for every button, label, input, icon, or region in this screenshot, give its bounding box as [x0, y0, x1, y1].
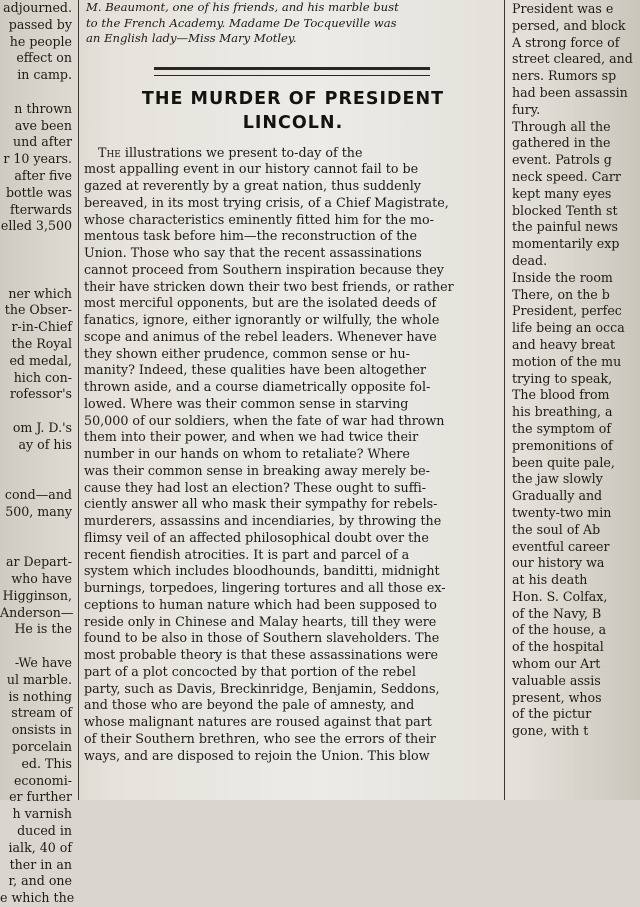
text-line: twenty-two min [512, 504, 612, 520]
text-line: dead. [512, 252, 548, 268]
top-note-line: M. Beaumont, one of his friends, and his marble bust [86, 0, 399, 14]
text-line: kept many eyes [512, 185, 612, 201]
main-article [84, 0, 502, 800]
text-line: had been assassin [512, 84, 628, 100]
text-line: the Royal [11, 335, 72, 351]
text-line: burnings, torpedoes, lingering tortures and all those ex- [84, 580, 446, 595]
top-note-line: to the French Academy. Madame De Tocqueville was [86, 15, 397, 30]
text-line: flimsy veil of an affected philosophical doubt over the [84, 529, 429, 545]
text-line: our history wa [512, 555, 605, 571]
article-lines [84, 161, 502, 764]
left-column-text [0, 0, 74, 907]
text-line: ar Depart- [6, 554, 72, 570]
text-line: number in our hands on whom to retaliate? Where [84, 446, 410, 461]
text-line: gone, with t [512, 723, 589, 739]
text-line: He is the [14, 621, 72, 637]
text-line: event. Patrols g [512, 152, 612, 168]
text-line: gathered in the [512, 135, 611, 151]
text-line: Through all the [512, 118, 611, 134]
text-line: om J. D.'s [12, 419, 72, 435]
text-line: is nothing [8, 688, 72, 704]
text-line: cond—and [4, 487, 72, 503]
text-line: ave been [14, 117, 72, 133]
text-line: e which the [0, 890, 75, 906]
text-line: of the pictur [512, 706, 592, 722]
text-line [0, 403, 74, 420]
text-line: valuable assis [512, 672, 601, 688]
text-line: the soul of Ab [512, 521, 601, 537]
text-line: party, such as Davis, Breckinridge, Benjamin, Seddons, [84, 680, 440, 696]
article-headline [84, 87, 502, 135]
left-column [0, 0, 75, 906]
text-line: murderers, assassins and incendiaries, by throwing the [84, 513, 442, 528]
text-line: ther in an [9, 856, 72, 872]
text-line: Union. Those who say that the recent assassinations [84, 245, 422, 260]
text-line: Higginson, [2, 587, 72, 603]
text-line [0, 252, 74, 269]
text-line: persed, and block [512, 17, 626, 33]
text-line: whose malignant natures are roused against that part [84, 714, 432, 729]
text-line: adjourned. [3, 0, 72, 15]
text-line [0, 84, 74, 101]
text-line: ay of his [18, 436, 72, 452]
text-line: n thrown [14, 100, 72, 116]
text-line: most merciful opponents, but are the isolated deeds of [84, 295, 437, 311]
text-line: thrown aside, and a course diametrically opposite fol- [84, 379, 431, 394]
text-line: street cleared, and [512, 51, 633, 67]
text-line: r-in-Chief [11, 319, 72, 335]
column-rule-right [504, 0, 505, 800]
text-line: and heavy breat [512, 336, 616, 352]
text-line: life being an occa [512, 320, 625, 336]
text-line: rofessor's [9, 386, 72, 402]
text-line: porcelain [12, 739, 72, 755]
text-line: most appalling event in our history cannot fail to be [84, 161, 419, 177]
text-line: scope and animus of the rebel leaders. Whenever have [84, 328, 437, 344]
top-note [84, 0, 502, 47]
text-line: premonitions of [512, 437, 613, 453]
text-line: onsists in [11, 722, 72, 738]
text-line: at his death [512, 572, 588, 588]
text-line: was their common sense in breaking away merely be- [84, 462, 430, 478]
text-line: eventful career [512, 538, 610, 554]
text-line: present, whos [512, 689, 602, 705]
text-line: fury. [512, 101, 541, 117]
text-line: found to be also in those of Southern slaveholders. The [84, 630, 440, 646]
right-column [508, 0, 640, 800]
text-line: ul marble. [6, 671, 72, 687]
text-line: recent fiendish atrocities. It is part and parcel of a [84, 546, 410, 562]
text-line: of the Navy, B [512, 605, 602, 621]
text-line: 500, many [5, 503, 72, 519]
text-line: momentarily exp [512, 236, 620, 252]
text-line: of the house, a [512, 622, 607, 638]
text-line: most probable theory is that these assassinations were [84, 647, 439, 662]
text-line: bottle was [5, 184, 72, 200]
text-line: motion of the mu [512, 353, 622, 369]
text-line: they shown either prudence, common sense or hu- [84, 345, 410, 361]
text-line: gazed at reverently by a great nation, thus suddenly [84, 178, 421, 193]
text-line: The blood from [512, 387, 610, 403]
text-line: whom our Art [512, 656, 601, 672]
right-column-text [508, 0, 640, 740]
text-line: ed. This [21, 755, 72, 771]
text-line: A strong force of [512, 34, 620, 50]
text-line: in camp. [17, 67, 72, 83]
article-body [84, 145, 502, 765]
article-first-line-rest: illustrations we present to-day of the [120, 144, 363, 160]
headline-rule [154, 67, 430, 76]
text-line: ways, and are disposed to rejoin the Union. This blow [84, 747, 430, 763]
text-line: h varnish [12, 806, 72, 822]
text-line: ciently answer all who mask their sympathy for rebels- [84, 496, 438, 512]
text-line: trying to speak, [512, 370, 613, 386]
text-line: whose characteristics eminently fitted him for the mo- [84, 211, 434, 227]
text-line: part of a plot concocted by that portion of the rebel [84, 663, 416, 679]
top-note-line: an English lady—Miss Mary Motley. [86, 31, 297, 45]
text-line: fterwards [9, 201, 72, 217]
text-line: economi- [13, 772, 72, 788]
column-rule-left [78, 0, 79, 800]
text-line: the jaw slowly [512, 471, 603, 487]
text-line: und after [13, 134, 72, 150]
text-line: lowed. Where was their common sense in starving [84, 395, 409, 411]
text-line: ialk, 40 of [8, 839, 72, 855]
text-line: ceptions to human nature which had been supposed to [84, 596, 437, 612]
text-line: after five [14, 167, 72, 183]
text-line: effect on [16, 50, 72, 66]
text-line: Inside the room [512, 269, 613, 285]
text-line: fanatics, ignore, either ignorantly or wilfully, the whole [84, 312, 440, 327]
text-line: them into their power, and when we had twice their [84, 429, 419, 445]
text-line [0, 269, 74, 286]
text-line: 50,000 of our soldiers, when the fate of war had thrown [84, 412, 445, 428]
text-line: r, and one [8, 873, 72, 889]
text-line: ner which [8, 285, 72, 301]
text-line: bereaved, in its most trying crisis, of a Chief Magistrate, [84, 194, 449, 210]
text-line: the Obser- [4, 302, 72, 318]
text-line [0, 538, 74, 555]
text-line [0, 454, 74, 471]
text-line: Hon. S. Colfax, [512, 588, 608, 604]
text-line: Gradually and [512, 488, 603, 504]
text-line: blocked Tenth st [512, 202, 618, 218]
text-line: the symptom of [512, 420, 612, 436]
text-line: his breathing, a [512, 404, 613, 420]
text-line: There, on the b [512, 286, 610, 302]
text-line: manity? Indeed, these qualities have been altogether [84, 362, 427, 378]
text-line: he people [9, 33, 72, 49]
text-line: of the hospital [512, 639, 604, 655]
article-dropcap: The [98, 144, 121, 160]
text-line [0, 235, 74, 252]
text-line: President was e [512, 1, 614, 16]
text-line: elled 3,500 [0, 218, 72, 234]
text-line: cannot proceed from Southern inspiration because they [84, 261, 444, 277]
text-line: passed by [8, 16, 72, 32]
article-first-line [84, 145, 502, 162]
text-line: -We have [14, 655, 72, 671]
text-line: hich con- [13, 369, 72, 385]
text-line: cause they had lost an election? These ought to suffi- [84, 479, 427, 495]
text-line [0, 470, 74, 487]
text-line [0, 521, 74, 538]
text-line: their have stricken down their two best friends, or rather [84, 278, 454, 294]
text-line: system which includes bloodhounds, banditti, midnight [84, 563, 440, 579]
text-line: neck speed. Carr [512, 168, 621, 184]
text-line: of their Southern brethren, who see the errors of their [84, 730, 436, 746]
text-line: Anderson— [0, 604, 74, 620]
text-line: ners. Rumors sp [512, 68, 617, 84]
text-line: r 10 years. [3, 151, 72, 167]
text-line [0, 638, 74, 655]
headline-line: LINCOLN. [242, 112, 344, 133]
text-line: been quite pale, [512, 454, 615, 470]
text-line: and those who are beyond the pale of amnesty, and [84, 697, 415, 713]
text-line: the painful news [512, 219, 618, 235]
headline-line: THE MURDER OF PRESIDENT [141, 88, 445, 109]
text-line: reside only in Chinese and Malay hearts, till they were [84, 613, 437, 629]
text-line: who have [11, 571, 72, 587]
text-line: ed medal, [9, 352, 72, 368]
text-line: President, perfec [512, 303, 622, 319]
text-line: stream of [11, 705, 72, 721]
text-line: duced in [17, 823, 72, 839]
text-line: mentous task before him—the reconstruction of the [84, 228, 417, 244]
text-line: er further [9, 789, 72, 805]
